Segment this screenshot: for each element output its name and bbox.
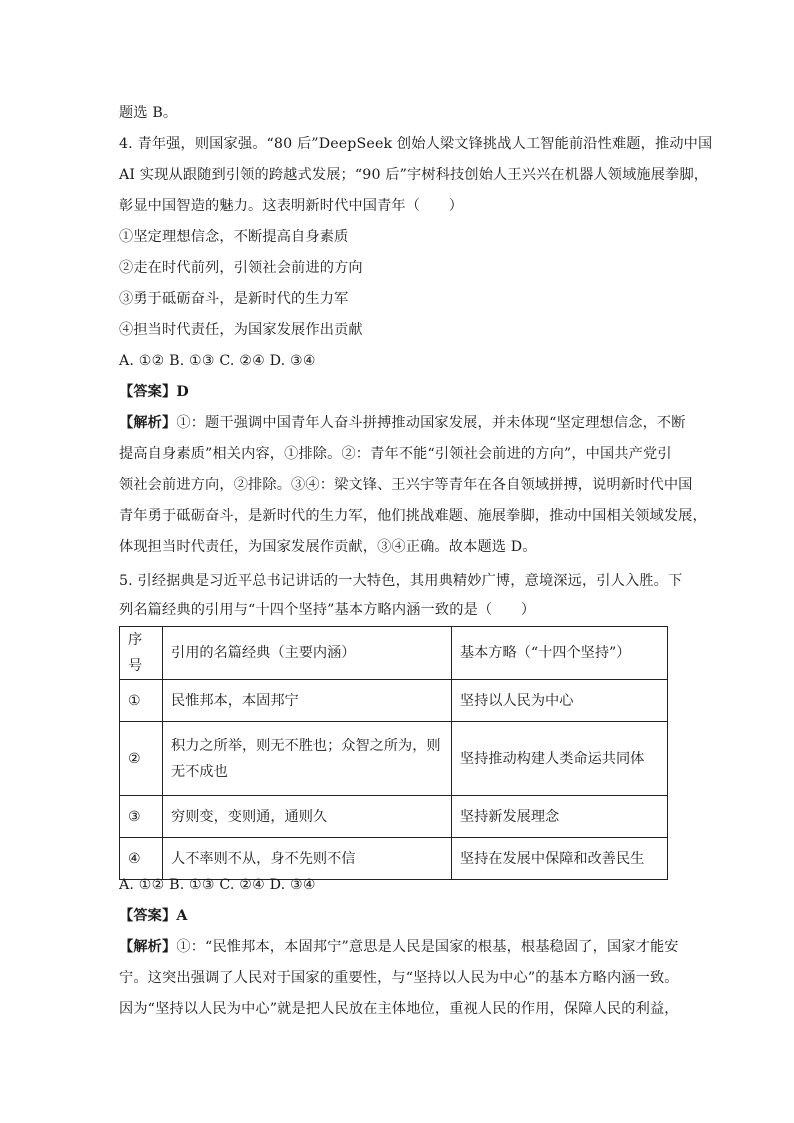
analysis-text: 宁。这突出强调了人民对于国家的重要性，与“坚持以人民为中心”的基本方略内涵一致。 (119, 970, 679, 986)
table-cell: ④ (120, 838, 163, 880)
table-header-cell: 基本方略（“十四个坚持”） (451, 627, 667, 680)
section-marker: 【答案】 (119, 384, 177, 400)
table-row (120, 680, 668, 722)
table-header-cell: 引用的名篇经典（主要内涵） (163, 627, 452, 680)
analysis-text: 体现担当时代责任，为国家发展作贡献，③④正确。故本题选 D。 (119, 539, 537, 555)
table-cell: 坚持新发展理念 (451, 796, 667, 838)
table-cell: ① (120, 680, 163, 722)
table-row (120, 722, 668, 796)
table-row (120, 796, 668, 838)
answer-label: 【答案】D (119, 384, 189, 400)
question-4-stem: 4. 青年强，则国家强。“80 后”DeepSeek 创始人梁文锋挑战人工智能前沿性难题，推动中国 (119, 136, 713, 152)
table-cell: ③ (120, 796, 163, 838)
table-cell: 坚持推动构建人类命运共同体 (451, 722, 667, 796)
answer-choices: A. ①② B. ①③ C. ②④ D. ③④ (119, 877, 316, 893)
table-cell: ② (120, 722, 163, 796)
section-marker: 【解析】 (119, 415, 177, 431)
table-row (120, 838, 668, 880)
table-header-cell: 序号 (120, 627, 163, 680)
table-cell: 积力之所举，则无不胜也；众智之所为，则无不成也 (163, 722, 452, 796)
answer-choices: A. ①② B. ①③ C. ②④ D. ③④ (119, 353, 316, 369)
table-header-row (120, 627, 668, 680)
analysis-text: 因为“坚持以人民为中心”就是把人民放在主体地位，重视人民的作用，保障人民的利益， (119, 1001, 679, 1017)
option-statement: ①坚定理想信念，不断提高自身素质 (119, 229, 349, 245)
text-line: AI 实现从跟随到引领的跨越式发展；“90 后”宇树科技创始人王兴兴在机器人领域施展拳脚， (119, 167, 709, 183)
option-statement: ②走在时代前列，引领社会前进的方向 (119, 260, 363, 276)
question-5-stem: 5. 引经据典是习近平总书记讲话的一大特色，其用典精妙广博，意境深远，引人入胜。下 (119, 573, 683, 589)
option-statement: ④担当时代责任，为国家发展作出贡献 (119, 322, 363, 338)
quotation-table (119, 626, 668, 880)
text-line: 彰显中国智造的魅力。这表明新时代中国青年（ ） (119, 198, 464, 214)
text-line: 列名篇经典的引用与“十四个坚持”基本方略内涵一致的是（ ） (119, 602, 536, 618)
analysis-text: 青年勇于砥砺奋斗，是新时代的生力军，他们挑战难题、施展拳脚，推动中国相关领域发展， (119, 508, 707, 524)
section-marker: 【答案】 (119, 908, 177, 924)
answer-label: 【答案】A (119, 908, 188, 924)
text-line: 题选 B。 (119, 105, 178, 121)
table-cell: 坚持在发展中保障和改善民生 (451, 838, 667, 880)
analysis-text: 领社会前进方向，②排除。③④：梁文锋、王兴宇等青年在各自领域拼搏，说明新时代中国 (119, 477, 693, 493)
table-cell: 穷则变，变则通，通则久 (163, 796, 452, 838)
analysis-text: 【解析】①：题干强调中国青年人奋斗拼搏推动国家发展，并未体现“坚定理想信念，不断 (119, 415, 686, 431)
section-marker: 【解析】 (119, 939, 177, 955)
table-cell: 坚持以人民为中心 (451, 680, 667, 722)
analysis-text: 提高自身素质”相关内容，①排除。②：青年不能“引领社会前进的方向”，中国共产党引 (119, 446, 672, 462)
option-statement: ③勇于砥砺奋斗，是新时代的生力军 (119, 291, 349, 307)
table-cell: 民惟邦本，本固邦宁 (163, 680, 452, 722)
analysis-text: 【解析】①：“民惟邦本，本固邦宁”意思是人民是国家的根基，根基稳固了，国家才能安 (119, 939, 679, 955)
table-cell: 人不率则不从，身不先则不信 (163, 838, 452, 880)
